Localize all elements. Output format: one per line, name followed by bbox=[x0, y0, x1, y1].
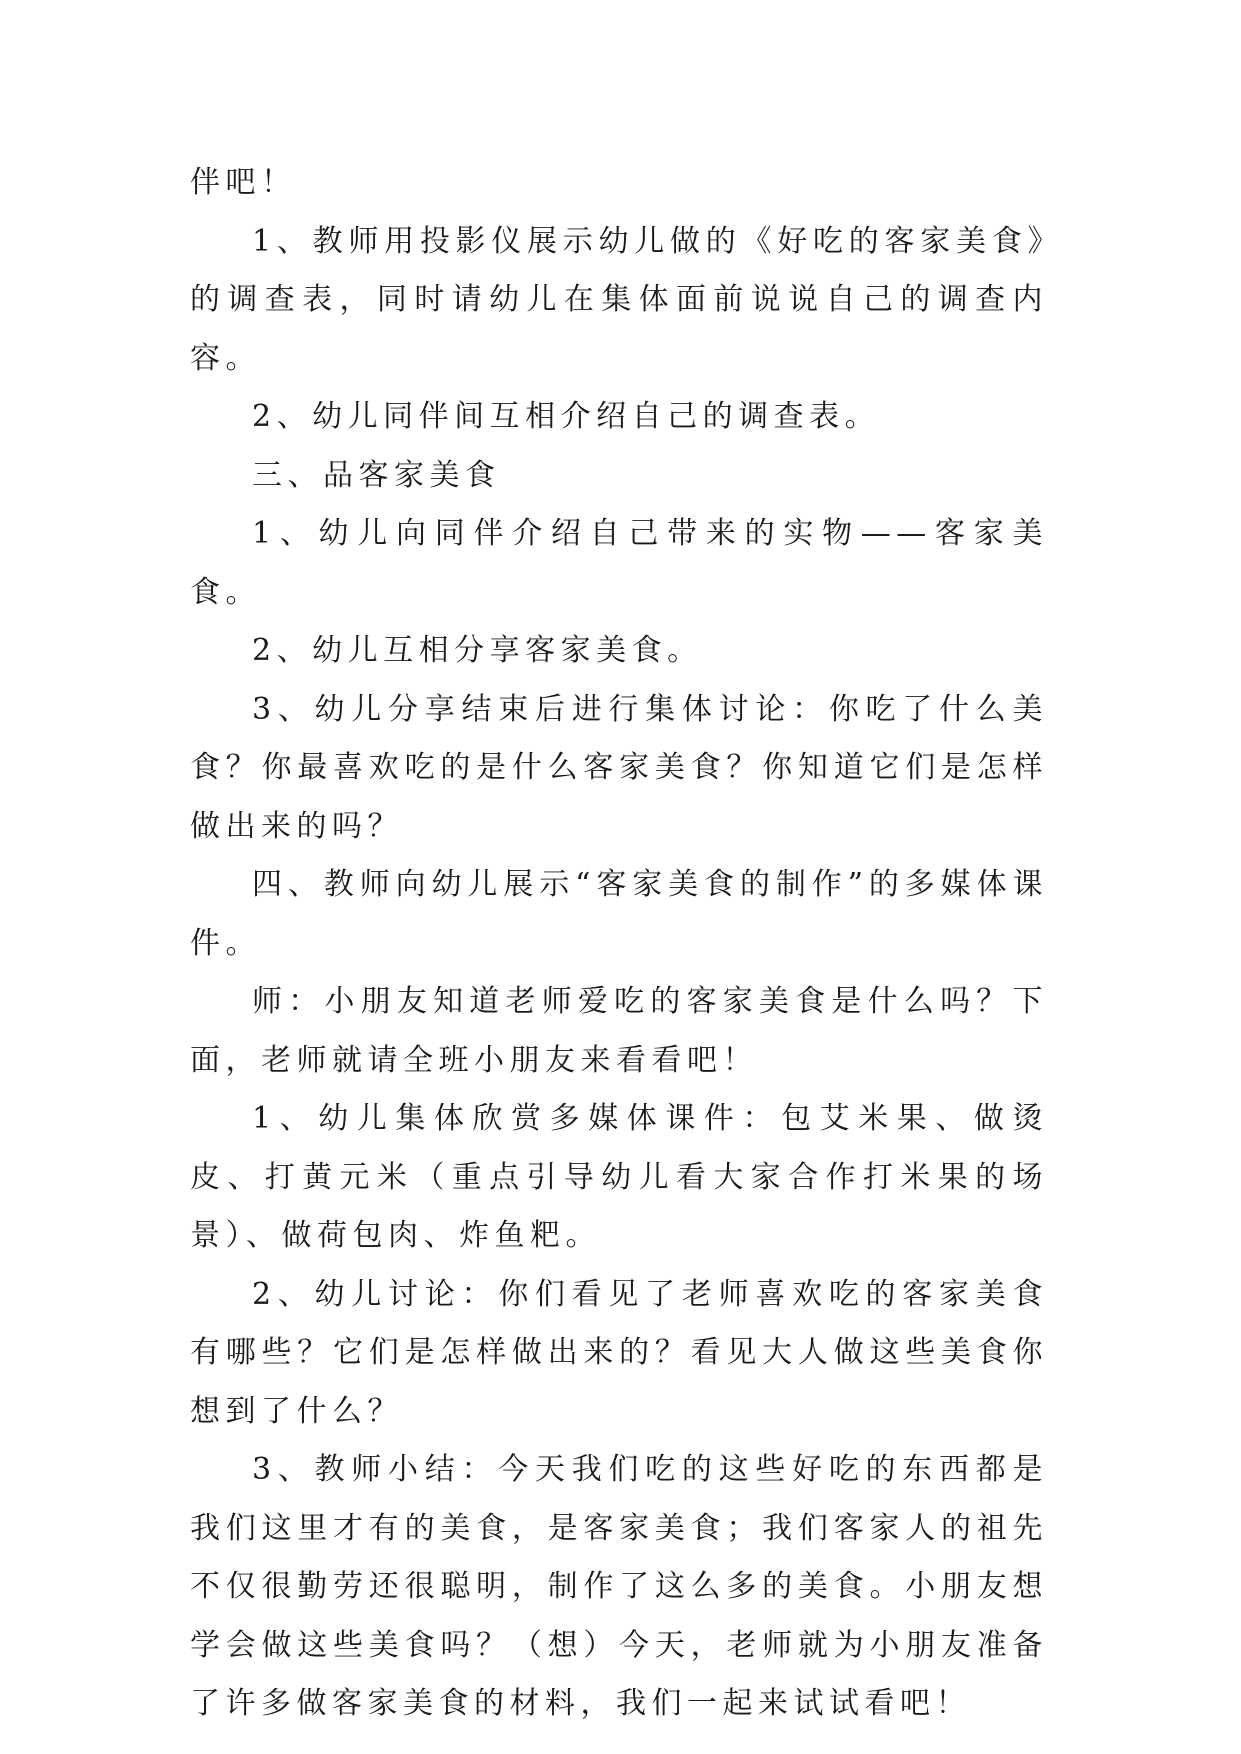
paragraph-6: 2、幼儿互相分享客家美食。 bbox=[252, 633, 703, 668]
document-body bbox=[190, 154, 1048, 1734]
paragraph-7: 3、幼儿分享结束后进行集体讨论：你吃了什么美食？你最喜欢吃的是什么客家美食？你知道它们是怎样做出来的吗？ bbox=[190, 691, 1048, 844]
paragraph-10: 1、幼儿集体欣赏多媒体课件：包艾米果、做烫皮、打黄元米（重点引导幼儿看大家合作打米果的场景）、做荷包肉、炸鱼粑。 bbox=[190, 1101, 1048, 1253]
paragraph-3: 2、幼儿同伴间互相介绍自己的调查表。 bbox=[252, 399, 881, 434]
paragraph-5: 1、幼儿向同伴介绍自己带来的实物——客家美食。 bbox=[190, 516, 1048, 610]
section-heading-4: 四、教师向幼儿展示“客家美食的制作”的多媒体课件。 bbox=[190, 867, 1048, 961]
paragraph-9: 师：小朋友知道老师爱吃的客家美食是什么吗？下面，老师就请全班小朋友来看看吧！ bbox=[190, 984, 1048, 1078]
paragraph-12: 3、教师小结：今天我们吃的这些好吃的东西都是我们这里才有的美食，是客家美食；我们客家人的祖先不仅很勤劳还很聪明，制作了这么多的美食。小朋友想学会做这些美食吗？（想）今天，老师就为小朋友准备了许多做客家美食的材料，我们一起来试试看吧！ bbox=[190, 1452, 1048, 1721]
paragraph-11: 2、幼儿讨论：你们看见了老师喜欢吃的客家美食有哪些？它们是怎样做出来的？看见大人做这些美食你想到了什么？ bbox=[190, 1276, 1048, 1429]
section-heading-3: 三、品客家美食 bbox=[252, 457, 501, 493]
paragraph-1: 伴吧！ bbox=[190, 165, 297, 200]
paragraph-2: 1、教师用投影仪展示幼儿做的《好吃的客家美食》的调查表，同时请幼儿在集体面前说说自己的调查内容。 bbox=[190, 223, 1048, 376]
